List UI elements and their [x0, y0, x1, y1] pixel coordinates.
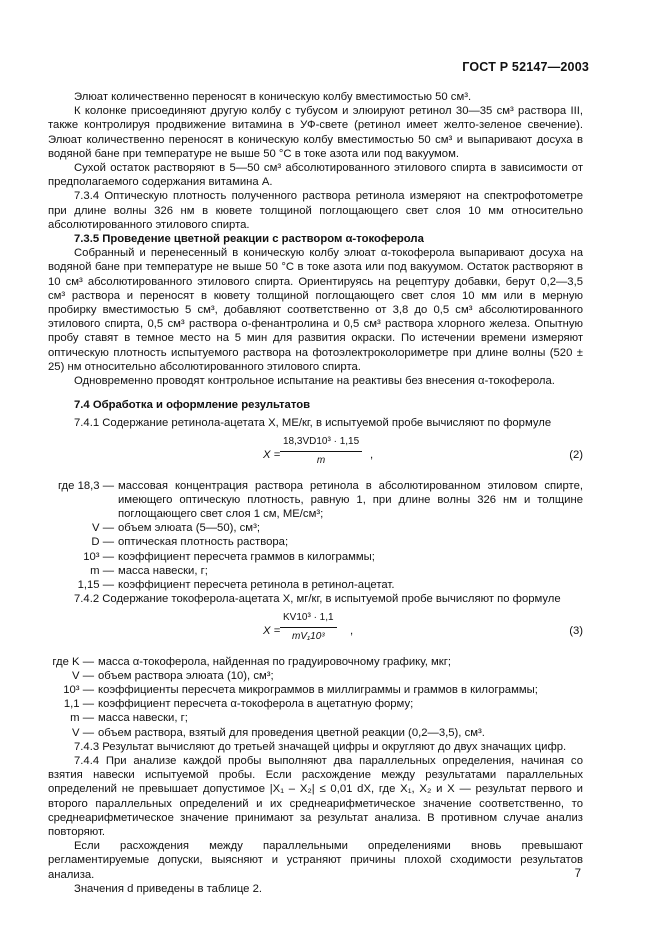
definition-item — [48, 711, 583, 725]
formula-2-definitions — [48, 479, 583, 593]
definition-symbol: V — — [72, 669, 94, 682]
section-heading-7-3-5: 7.3.5 Проведение цветной реакции с раствором α-токоферола — [74, 233, 424, 246]
definition-item — [48, 564, 583, 578]
definition-symbol: D — — [91, 536, 114, 549]
paragraph: Значения d приведены в таблице 2. — [74, 882, 263, 895]
definition-symbol: m — — [70, 712, 94, 725]
paragraph: Собранный и перенесенный в коническую колбу элюат α-токоферола выпаривают досуха на водяной бане при температуре не выше 50 °С в токе азота или под вакуумом. Остаток растворяют в 10 см³ абсолютированного этилового спирта. Ориентируясь на рецептуру добавки, берут 0,2—3,5 см³ раствора и переносят в кювету толщиной поглощающего свет слоя 10 мм или в мерную пробирку вместимостью 5 см³, добавляют соответственно от 3,8 до 0,5 см³ абсолютированного этилового спирта, 0,5 см³ раствора о-фенантролина и 0,5 см³ раствора хлорного железа. Опытную пробу ставят в темное место на 5 мин для развития окраски. По истечении времени измеряют оптическую плотность испытуемого раствора на фотоэлектроколориметре при длине волны (520 ± 25) нм относительно абсолютированного этилового спирта. — [48, 247, 583, 373]
definition-symbol: V — — [92, 522, 114, 535]
section-heading-7-4: 7.4 Обработка и оформление результатов — [74, 399, 311, 412]
formula-lhs: X = — [263, 624, 281, 637]
definition-item — [48, 521, 583, 535]
definition-item — [48, 726, 583, 740]
definition-text: объем элюата (5—50), см³; — [118, 522, 260, 535]
paragraph: 7.4.2 Содержание токоферола-ацетата X, мг/кг, в испытуемой пробе вычисляют по формуле — [74, 593, 561, 606]
formula-denominator: m — [316, 454, 326, 466]
definition-symbol: где 18,3 — — [57, 479, 114, 492]
formula-numerator: 18,3VD10³ · 1,15 — [280, 435, 362, 452]
formula-comma: , — [350, 624, 354, 637]
formula-comma: , — [370, 448, 374, 461]
definition-item — [48, 479, 583, 522]
definition-symbol: 1,1 — — [63, 698, 94, 711]
document-body — [48, 90, 583, 896]
formula-numerator: KV10³ · 1,1 — [280, 611, 337, 628]
formula-3 — [48, 611, 583, 651]
definition-text: объем раствора элюата (10), см³; — [98, 669, 274, 682]
definition-item — [48, 697, 583, 711]
definition-text: коэффициент пересчета ретинола в ретинол-ацетат. — [118, 579, 395, 592]
definition-symbol: 10³ — — [63, 683, 94, 696]
standard-code: ГОСТ Р 52147—2003 — [462, 60, 589, 74]
definition-text: коэффициент пересчета α-токоферола в ацетатную форму; — [98, 698, 414, 711]
paragraph: Если расхождения между параллельными определениями вновь превышают регламентируемые допуски, выясняют и устраняют причины плохой сходимости результатов анализа. — [48, 840, 583, 881]
definition-symbol: 1,15 — — [77, 579, 114, 592]
definition-item — [48, 669, 583, 683]
definition-item — [48, 535, 583, 549]
formula-fraction — [280, 611, 337, 644]
definition-symbol: V — — [72, 726, 94, 739]
formula-number: (2) — [569, 448, 583, 461]
paragraph: Элюат количественно переносят в коническую колбу вместимостью 50 см³. — [74, 91, 472, 103]
paragraph: Одновременно проводят контрольное испытание на реактивы без внесения α-токоферола. — [74, 375, 555, 388]
formula-lhs: X = — [263, 448, 281, 461]
definition-symbol: где K — — [52, 655, 94, 668]
formula-number: (3) — [569, 624, 583, 637]
definition-text: масса навески, г; — [98, 712, 188, 725]
definition-symbol: m — — [90, 564, 114, 577]
formula-2 — [48, 435, 583, 475]
definition-text: масса α-токоферола, найденная по градуировочному графику, мкг; — [98, 655, 451, 668]
paragraph: К колонке присоединяют другую колбу с тубусом и элюируют ретинол 30—35 см³ раствора III, также контролируя продвижение витамина в УФ-свете (ретинол имеет желто-зеленое свечение). Элюат количественно переносят в коническую колбу вместимостью 50 см³ и выпаривают досуха в водяной бане при температуре не выше 50 °С в токе азота или под вакуумом. — [48, 105, 583, 160]
paragraph: 7.4.1 Содержание ретинола-ацетата X, МЕ/кг, в испытуемой пробе вычисляют по формуле — [74, 417, 552, 430]
definition-item — [48, 683, 583, 697]
definition-text: масса навески, г; — [118, 564, 208, 577]
definition-text: оптическая плотность раствора; — [118, 536, 289, 549]
definition-item — [48, 578, 583, 592]
definition-text: массовая концентрация раствора ретинола в абсолютированном этиловом спирте, имеющего оптическую плотность, равную 1, при длине волны 326 нм и толщине поглощающего свет слоя 1 см, МЕ/см³; — [118, 479, 583, 521]
definition-item — [48, 655, 583, 669]
paragraph: 7.4.4 При анализе каждой пробы выполняют два параллельных определения, начиная со взятия навески испытуемой пробы. Если расхождение между результатами параллельных определений не превышает допустимое |X₁ – X₂| ≤ 0,01 dX, где X₁, X₂ и X — результат первого и второго параллельных определений и их среднеарифметическое значение соответственно, то среднеарифметическое значение принимают за результат анализа. В противном случае анализ повторяют. — [48, 754, 583, 838]
definition-item — [48, 550, 583, 564]
definition-text: коэффициент пересчета граммов в килограммы; — [118, 550, 375, 563]
paragraph: 7.4.3 Результат вычисляют до третьей значащей цифры и округляют до двух значащих цифр. — [74, 740, 567, 753]
page-number: 7 — [574, 868, 581, 880]
definition-symbol: 10³ — — [83, 550, 114, 563]
paragraph: Сухой остаток растворяют в 5—50 см³ абсолютированного этилового спирта в зависимости от предполагаемого содержания витамина А. — [48, 162, 583, 189]
formula-denominator: mV₁10³ — [291, 630, 325, 642]
formula-fraction — [280, 435, 362, 468]
definition-text: объем раствора, взятый для проведения цветной реакции (0,2—3,5), см³. — [98, 726, 485, 739]
paragraph: 7.3.4 Оптическую плотность полученного раствора ретинола измеряют на спектрофотометре при длине волны 326 нм в кювете толщиной поглощающего свет слоя 10 мм относительно абсолютированного этилового спирта. — [48, 190, 583, 231]
definition-text: коэффициенты пересчета микрограммов в миллиграммы и граммов в килограммы; — [98, 683, 538, 696]
formula-3-definitions — [48, 655, 583, 740]
